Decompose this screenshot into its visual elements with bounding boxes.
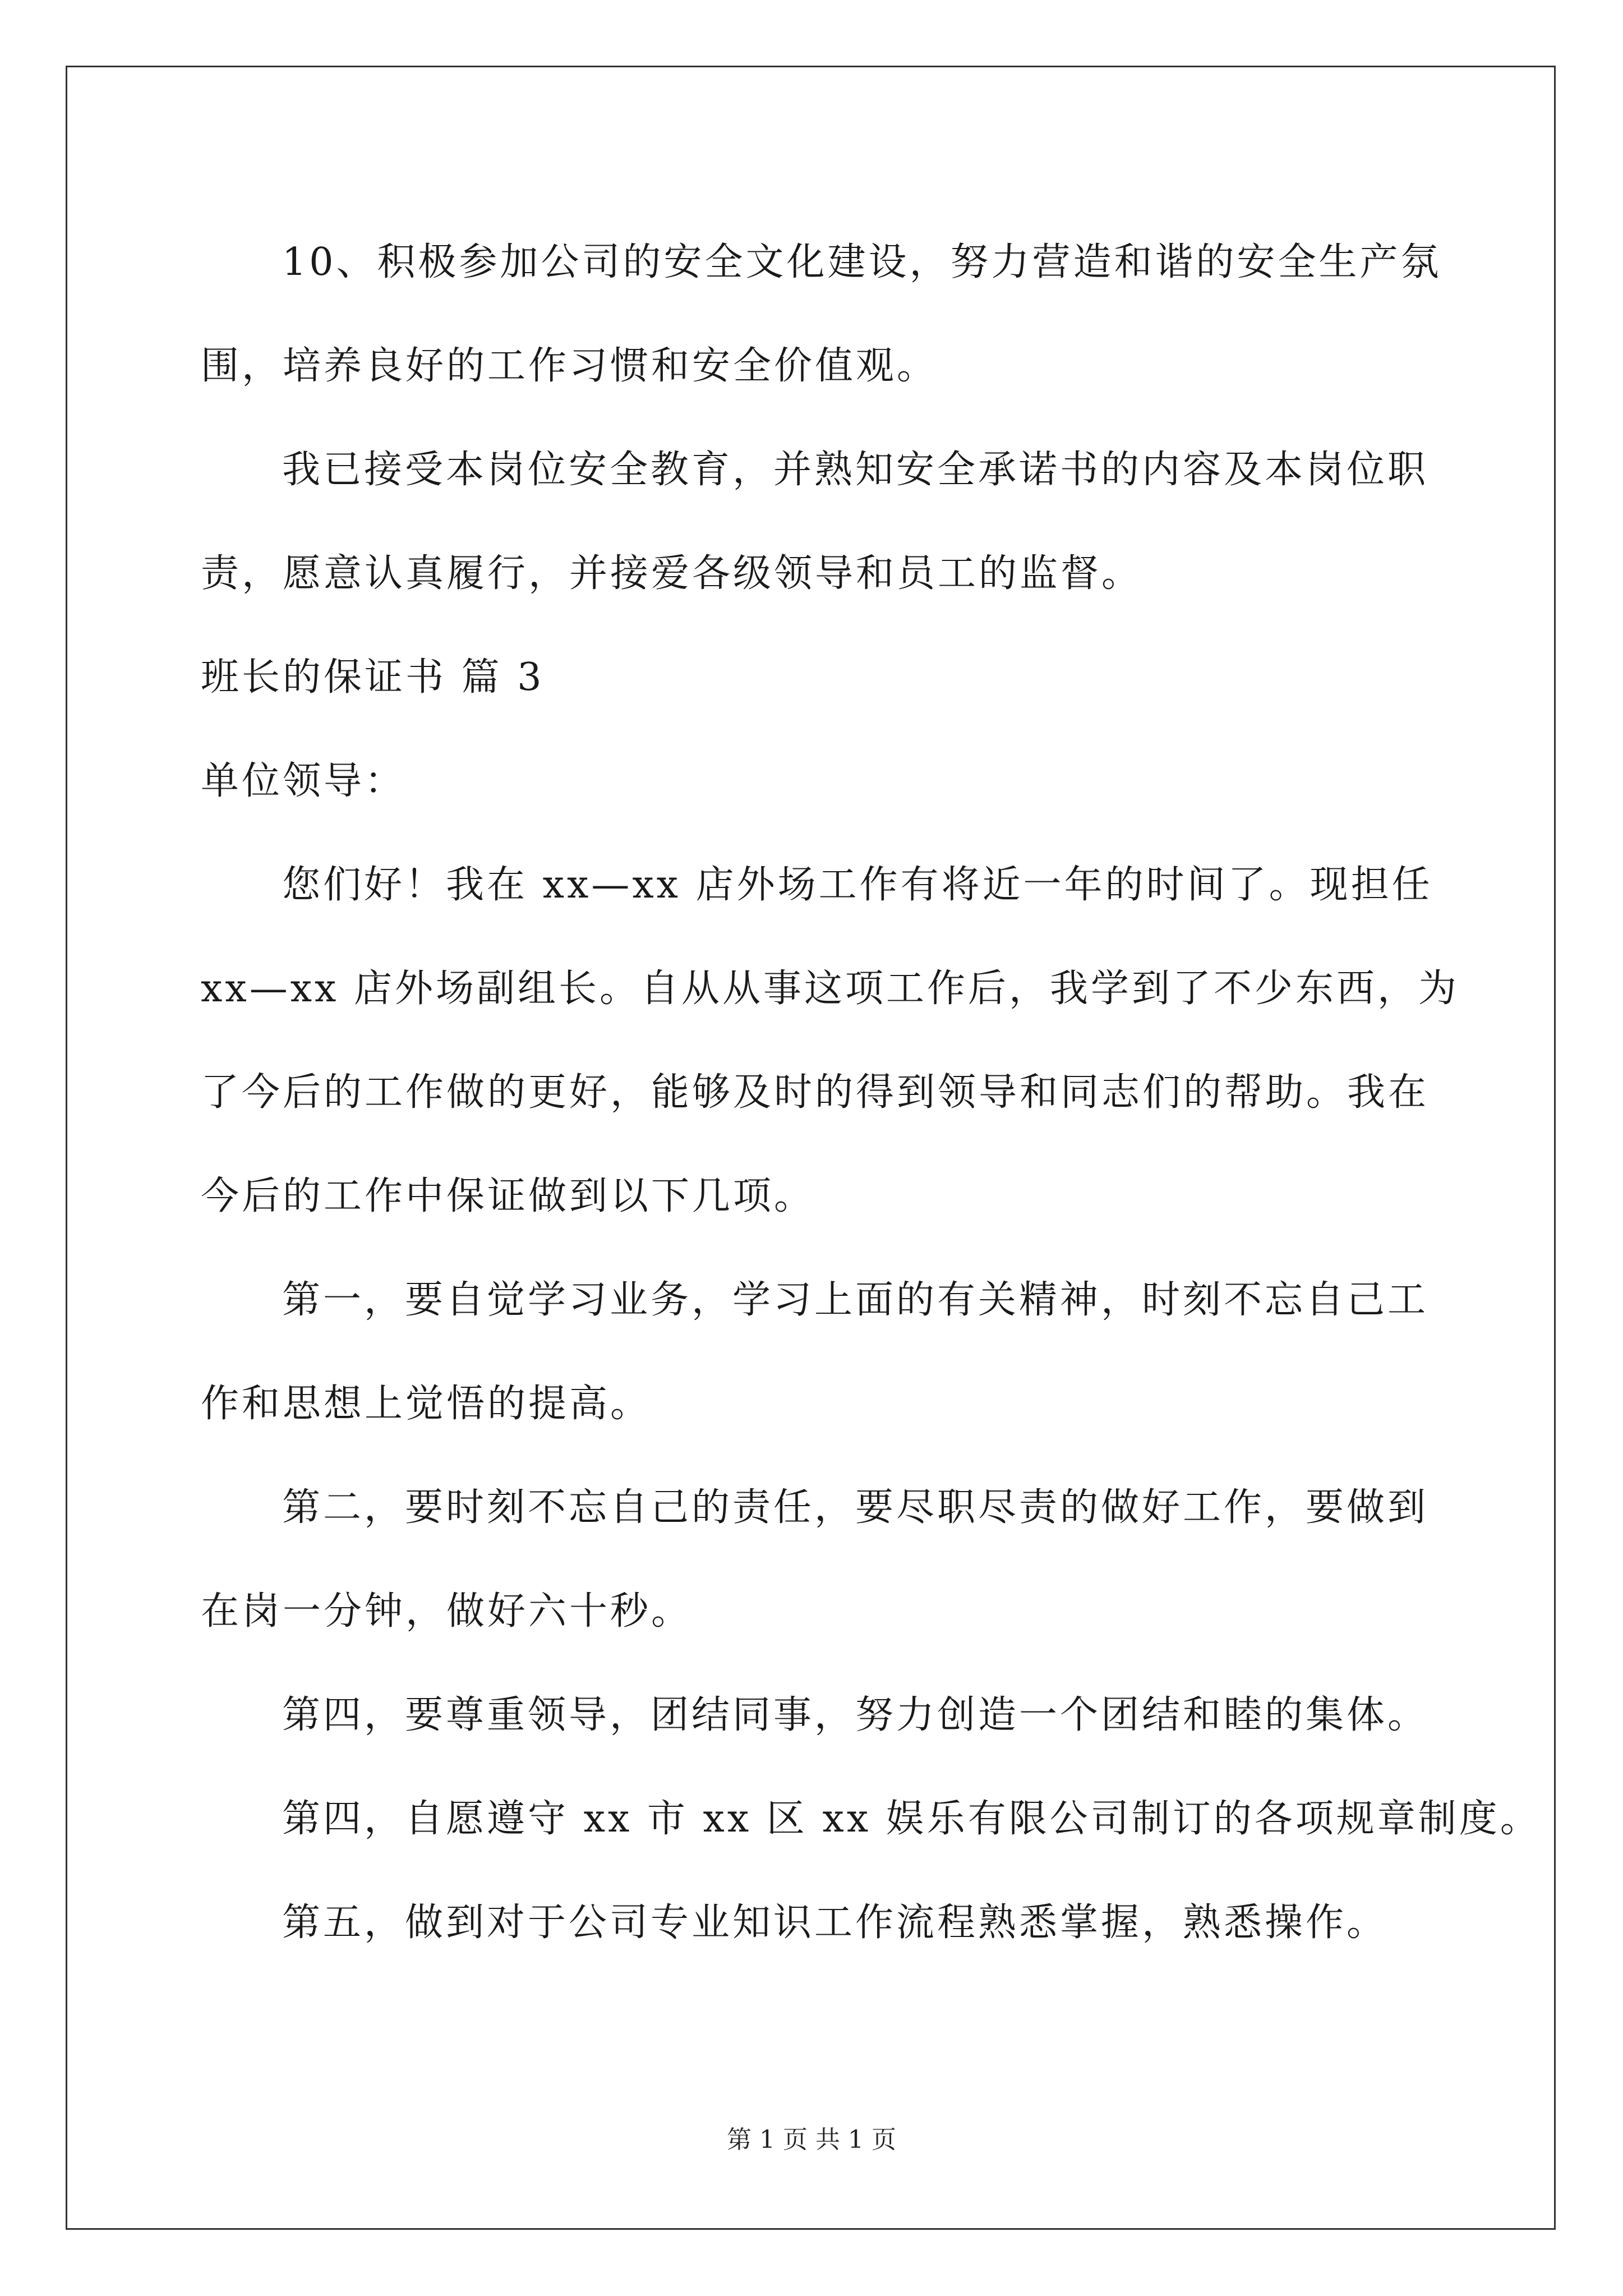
text-line: 我已接受本岗位安全教育，并熟知安全承诺书的内容及本岗位职	[282, 448, 1429, 492]
paragraph	[201, 1871, 1423, 1975]
paragraph	[201, 833, 1460, 1248]
paragraph	[201, 1767, 1541, 1871]
text-line: 第一，要自觉学习业务，学习上面的有关精神，时刻不忘自己工	[282, 1278, 1429, 1322]
text-line: 围，培养良好的工作习惯和安全价值观。	[201, 344, 938, 388]
text-line: 您们好！我在 xx—xx 店外场工作有将近一年的时间了。现担任	[282, 863, 1433, 907]
text-line: 第四，要尊重领导，团结同事，努力创造一个团结和睦的集体。	[282, 1693, 1429, 1737]
text-line: 了今后的工作做的更好，能够及时的得到领导和同志们的帮助。我在	[201, 1070, 1430, 1115]
page-number: 第 1 页 共 1 页	[727, 2125, 896, 2154]
section-heading	[201, 625, 1423, 729]
text-line: 责，愿意认真履行，并接爱各级领导和员工的监督。	[201, 551, 1143, 596]
text-line: 第五，做到对于公司专业知识工作流程熟悉掌握，熟悉操作。	[282, 1901, 1388, 1945]
document-body	[201, 210, 1541, 1975]
heading-text: 班长的保证书 篇 3	[201, 655, 545, 700]
salutation-text: 单位领导：	[201, 759, 406, 803]
salutation	[201, 729, 1423, 833]
paragraph	[201, 1456, 1429, 1663]
text-line: 作和思想上觉悟的提高。	[201, 1382, 652, 1426]
text-line: xx—xx 店外场副组长。自从从事这项工作后，我学到了不少东西，为	[201, 967, 1460, 1011]
text-line: 第二，要时刻不忘自己的责任，要尽职尽责的做好工作，要做到	[282, 1485, 1429, 1530]
paragraph	[201, 1663, 1429, 1767]
paragraph	[201, 418, 1429, 625]
text-line: 10、积极参加公司的安全文化建设，努力营造和谐的安全生产氛	[282, 240, 1442, 284]
paragraph	[201, 210, 1442, 418]
paragraph	[201, 1248, 1429, 1456]
text-line: 在岗一分钟，做好六十秒。	[201, 1589, 693, 1634]
page-footer	[0, 2123, 1623, 2157]
text-line: 今后的工作中保证做到以下几项。	[201, 1174, 815, 1218]
text-line: 第四，自愿遵守 xx 市 xx 区 xx 娱乐有限公司制订的各项规章制度。	[282, 1797, 1541, 1841]
